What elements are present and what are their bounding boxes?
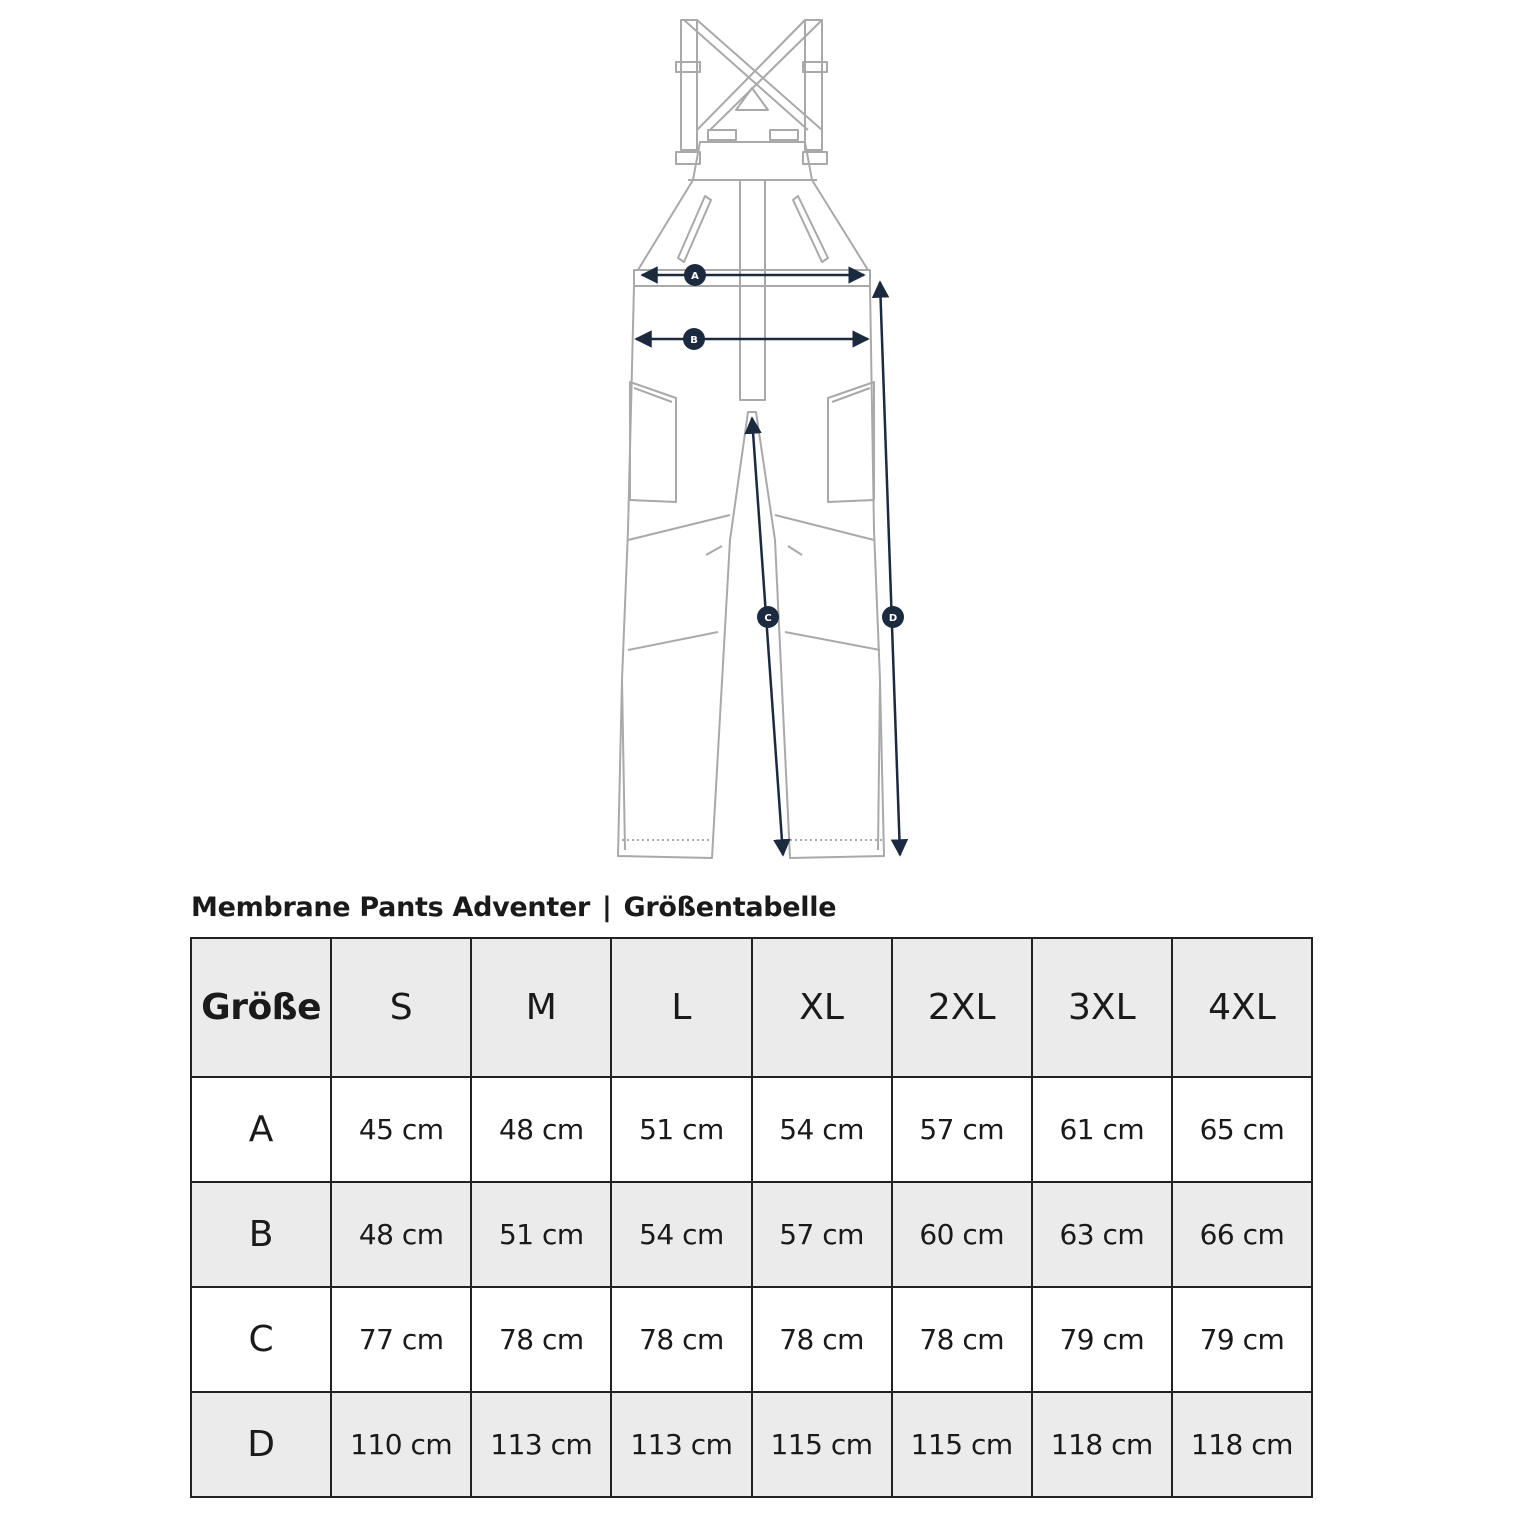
table-cell: 113 cm [611,1392,751,1497]
table-cell: 77 cm [331,1287,471,1392]
table-cell: 118 cm [1172,1392,1312,1497]
svg-text:A: A [691,271,699,282]
size-chart-title [191,892,836,923]
table-cell: 79 cm [1172,1287,1312,1392]
size-table [190,937,1313,1498]
table-cell: 61 cm [1032,1077,1172,1182]
table-cell: 45 cm [331,1077,471,1182]
table-cell: 60 cm [892,1182,1032,1287]
table-row-c [191,1287,1312,1392]
row-label-b: B [191,1182,331,1287]
table-cell: 57 cm [892,1077,1032,1182]
row-label-c: C [191,1287,331,1392]
marker-d [882,606,904,628]
measure-lines [636,275,900,855]
marker-a [684,264,706,286]
row-label-a: A [191,1077,331,1182]
table-cell: 51 cm [471,1182,611,1287]
table-cell: 110 cm [331,1392,471,1497]
table-row-d [191,1392,1312,1497]
table-cell: 63 cm [1032,1182,1172,1287]
pants-outline [618,20,884,858]
table-cell: 118 cm [1032,1392,1172,1497]
size-col-2xl: 2XL [892,938,1032,1077]
size-col-xl: XL [752,938,892,1077]
size-col-3xl: 3XL [1032,938,1172,1077]
table-cell: 54 cm [611,1182,751,1287]
table-row-a [191,1077,1312,1182]
table-cell: 48 cm [331,1182,471,1287]
product-name: Membrane Pants Adventer [191,892,590,923]
svg-text:B: B [690,335,698,346]
size-col-s: S [331,938,471,1077]
size-col-l: L [611,938,751,1077]
table-cell: 115 cm [752,1392,892,1497]
table-cell: 78 cm [471,1287,611,1392]
size-col-4xl: 4XL [1172,938,1312,1077]
table-cell: 78 cm [892,1287,1032,1392]
row-label-d: D [191,1392,331,1497]
table-cell: 57 cm [752,1182,892,1287]
table-cell: 79 cm [1032,1287,1172,1392]
table-row-b [191,1182,1312,1287]
marker-c [757,606,779,628]
table-cell: 66 cm [1172,1182,1312,1287]
size-corner-label: Größe [191,938,331,1077]
title-separator: | [601,892,612,923]
table-cell: 78 cm [611,1287,751,1392]
svg-text:D: D [888,613,898,624]
marker-b [683,328,705,350]
table-cell: 115 cm [892,1392,1032,1497]
table-cell: 65 cm [1172,1077,1312,1182]
table-cell: 51 cm [611,1077,751,1182]
table-cell: 78 cm [752,1287,892,1392]
table-cell: 113 cm [471,1392,611,1497]
table-cell: 54 cm [752,1077,892,1182]
size-header-row [191,938,1312,1077]
svg-text:C: C [764,613,772,624]
size-col-m: M [471,938,611,1077]
table-cell: 48 cm [471,1077,611,1182]
size-chart-subtitle: Größentabelle [623,892,837,923]
